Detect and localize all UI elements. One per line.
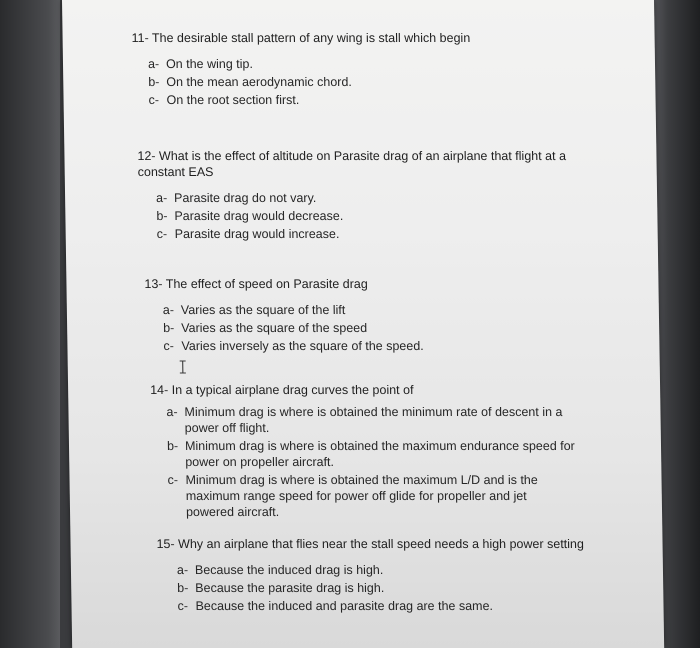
option-b [167, 438, 582, 470]
option-letter: b- [156, 209, 168, 223]
option-b [163, 320, 424, 336]
option-letter: a- [147, 57, 160, 71]
option-b [148, 74, 471, 90]
text-cursor-icon [178, 360, 188, 374]
option-text: Minimum drag is where is obtained the maximum endurance speed for power on propeller aircraft. [184, 439, 575, 469]
options-list [156, 190, 599, 242]
question-13 [144, 276, 424, 354]
option-text: Minimum drag is where is obtained the maximum L/D and is the maximum range speed for power off glide for propeller and jet powered aircraft. [185, 473, 538, 519]
desk-background-left [0, 0, 60, 648]
option-letter: c- [177, 599, 189, 613]
option-text: On the root section first. [166, 93, 300, 107]
option-text: Parasite drag do not vary. [174, 191, 317, 205]
option-letter: c- [156, 227, 168, 241]
question-title: 14- In a typical airplane drag curves the point of [150, 383, 414, 397]
question-15 [156, 536, 585, 614]
question-11 [131, 30, 471, 108]
option-c [163, 338, 424, 354]
option-letter: a- [166, 405, 178, 419]
question-title: 15- Why an airplane that flies near the stall speed needs a high power setting [156, 537, 584, 551]
option-text: On the mean aerodynamic chord. [166, 75, 352, 89]
options-list [166, 404, 582, 520]
option-text: Parasite drag would increase. [174, 227, 340, 241]
option-letter: c- [167, 473, 179, 487]
option-a [166, 404, 581, 436]
question-title: 12- What is the effect of altitude on Parasite drag of an airplane that flight at a constant EAS [137, 149, 567, 179]
option-a [148, 56, 471, 72]
option-c [148, 92, 471, 108]
option-letter: a- [162, 303, 175, 317]
question-title: 13- The effect of speed on Parasite drag [144, 277, 368, 291]
option-letter: a- [176, 563, 189, 577]
option-a [156, 190, 598, 206]
option-text: Varies inversely as the square of the speed. [181, 339, 424, 353]
option-letter: b- [177, 581, 189, 595]
option-text: On the wing tip. [165, 57, 253, 71]
question-14 [150, 382, 582, 520]
option-letter: b- [163, 321, 175, 335]
options-list [163, 302, 424, 354]
option-letter: a- [156, 191, 168, 205]
option-letter: b- [148, 75, 160, 89]
question-title: 11- The desirable stall pattern of any wing is stall which begin [131, 31, 471, 45]
option-b [156, 208, 598, 224]
option-text: Because the parasite drag is high. [195, 581, 385, 595]
option-text: Varies as the square of the lift [180, 303, 346, 317]
question-12 [137, 148, 598, 242]
option-letter: c- [163, 339, 174, 353]
option-text: Because the induced drag is high. [194, 563, 384, 577]
option-c [167, 472, 582, 520]
option-text: Varies as the square of the speed [181, 321, 368, 335]
option-b [177, 580, 585, 596]
option-letter: b- [166, 439, 179, 453]
option-a [163, 302, 424, 318]
options-list [148, 56, 471, 108]
options-list [177, 562, 585, 614]
question-sheet [62, 0, 664, 648]
option-c [177, 598, 585, 614]
option-text: Because the induced and parasite drag are the same. [195, 599, 494, 613]
option-letter: c- [148, 93, 160, 107]
option-text: Parasite drag would decrease. [174, 209, 344, 223]
option-a [177, 562, 585, 578]
option-text: Minimum drag is where is obtained the minimum rate of descent in a power off flight. [184, 405, 563, 435]
option-c [157, 226, 599, 242]
